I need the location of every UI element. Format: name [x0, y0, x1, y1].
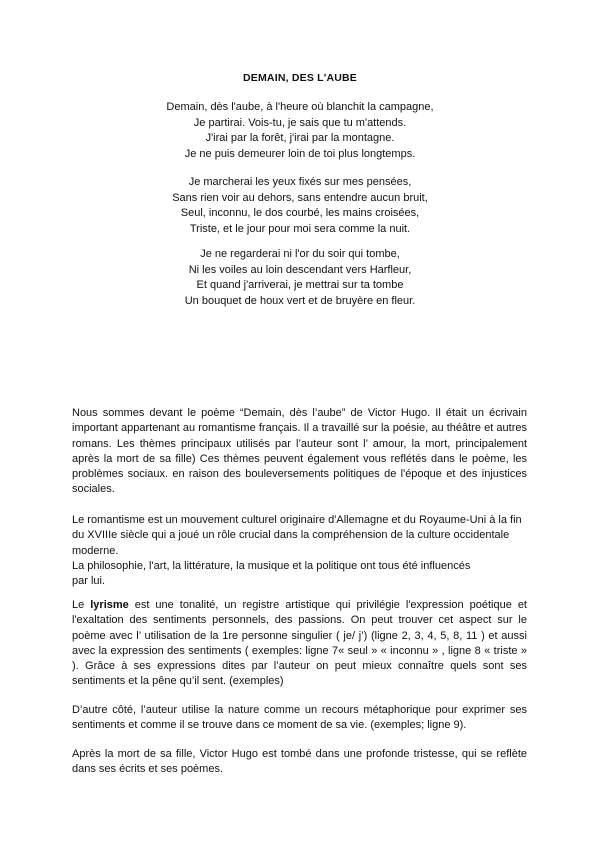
poem-stanza-2 — [0, 175, 600, 237]
paragraph-conclusion: Après la mort de sa fille, Victor Hugo est tombé dans une profonde tristesse, qui se reflète dans ses écrits et ses poèmes. — [72, 748, 527, 776]
poem-line: Sans rien voir au dehors, sans entendre aucun bruit, — [172, 191, 428, 204]
paragraph-nature: D’autre côté, l’auteur utilise la nature comme un recours métaphorique pour exprimer ses sentiments et comme il se trouve dans ce moment de sa vie. (exemples; ligne 9). — [72, 704, 527, 732]
poem-line: J'irai par la forêt, j'irai par la montagne. — [205, 132, 395, 144]
poem-line: Je ne puis demeurer loin de toi plus longtemps. — [184, 147, 416, 160]
poem-line: Demain, dès l'aube, à l'heure où blanchit la campagne, — [166, 101, 434, 113]
poem-line: Je ne regarderai ni l'or du soir qui tombe, — [200, 248, 400, 260]
lyrisme-keyword: lyrisme — [90, 599, 129, 611]
poem-line: Un bouquet de houx vert et de bruyère en fleur. — [184, 294, 416, 307]
poem-line: Triste, et le jour pour moi sera comme la nuit. — [189, 222, 411, 235]
paragraph-line: par lui. — [72, 575, 106, 588]
poem-line: Ni les voiles au loin descendant vers Harfleur, — [188, 263, 412, 276]
paragraph-introduction: Nous sommes devant le poème “Demain, dès l’aube” de Victor Hugo. Il était un écrivain important appartenant au romantisme français. Il a travaillé sur la poésie, au théâtre et autres romans. Les thèmes principaux utilisés par l’auteur sont l’ amour, la mort, principalement après la mort de sa fille) Ces thèmes peuvent également vous reflétés dans le poème, les problèmes sociaux. en raison des bouleversements politiques de l'époque et des injustices sociales. — [72, 407, 527, 496]
poem-line: Seul, inconnu, le dos courbé, les mains croisées, — [180, 207, 420, 219]
poem-title: DEMAIN, DES L'AUBE — [242, 72, 358, 84]
paragraph-line: moderne. — [72, 544, 119, 557]
poem-line: Et quand j'arriverai, je mettrai sur ta tombe — [196, 279, 404, 291]
paragraph-romantisme — [72, 513, 527, 589]
poem-stanza-1 — [0, 100, 600, 162]
paragraph-line: du XVIIIe siècle qui a joué un rôle crucial dans la compréhension de la culture occidentale — [72, 529, 510, 542]
paragraph-line: Le romantisme est un mouvement culturel originaire d'Allemagne et du Royaume-Uni à la fin — [72, 514, 522, 526]
paragraph-lead: Le — [72, 599, 91, 611]
poem-line: Je partirai. Vois-tu, je sais que tu m'attends. — [193, 116, 407, 129]
poem-line: Je marcherai les yeux fixés sur mes pensées, — [188, 176, 412, 188]
paragraph-lyrisme — [72, 598, 527, 690]
poem-stanza-3 — [0, 247, 600, 309]
paragraph-line: La philosophie, l'art, la littérature, la musique et la politique ont tous été influencés — [72, 559, 471, 572]
paragraph-body: est une tonalité, un registre artistique qui privilégie l'expression poétique et l'exaltation des sentiments personnels, des passions. On peut trouver cet aspect sur le poème avec l’ utilisation de la 1re personne singulier ( je/ j’) (ligne 2, 3, 4, 5, 8, 11 ) et aussi avec la expression des sentiments ( exemples: ligne 7« seul » « inconnu » , ligne 8 « triste » ). Grâce à ses expressions dites par l’auteur on peut mieux connaître quels sont ses sentiments et la pêne qu’il sent. (exemples) — [72, 599, 527, 688]
